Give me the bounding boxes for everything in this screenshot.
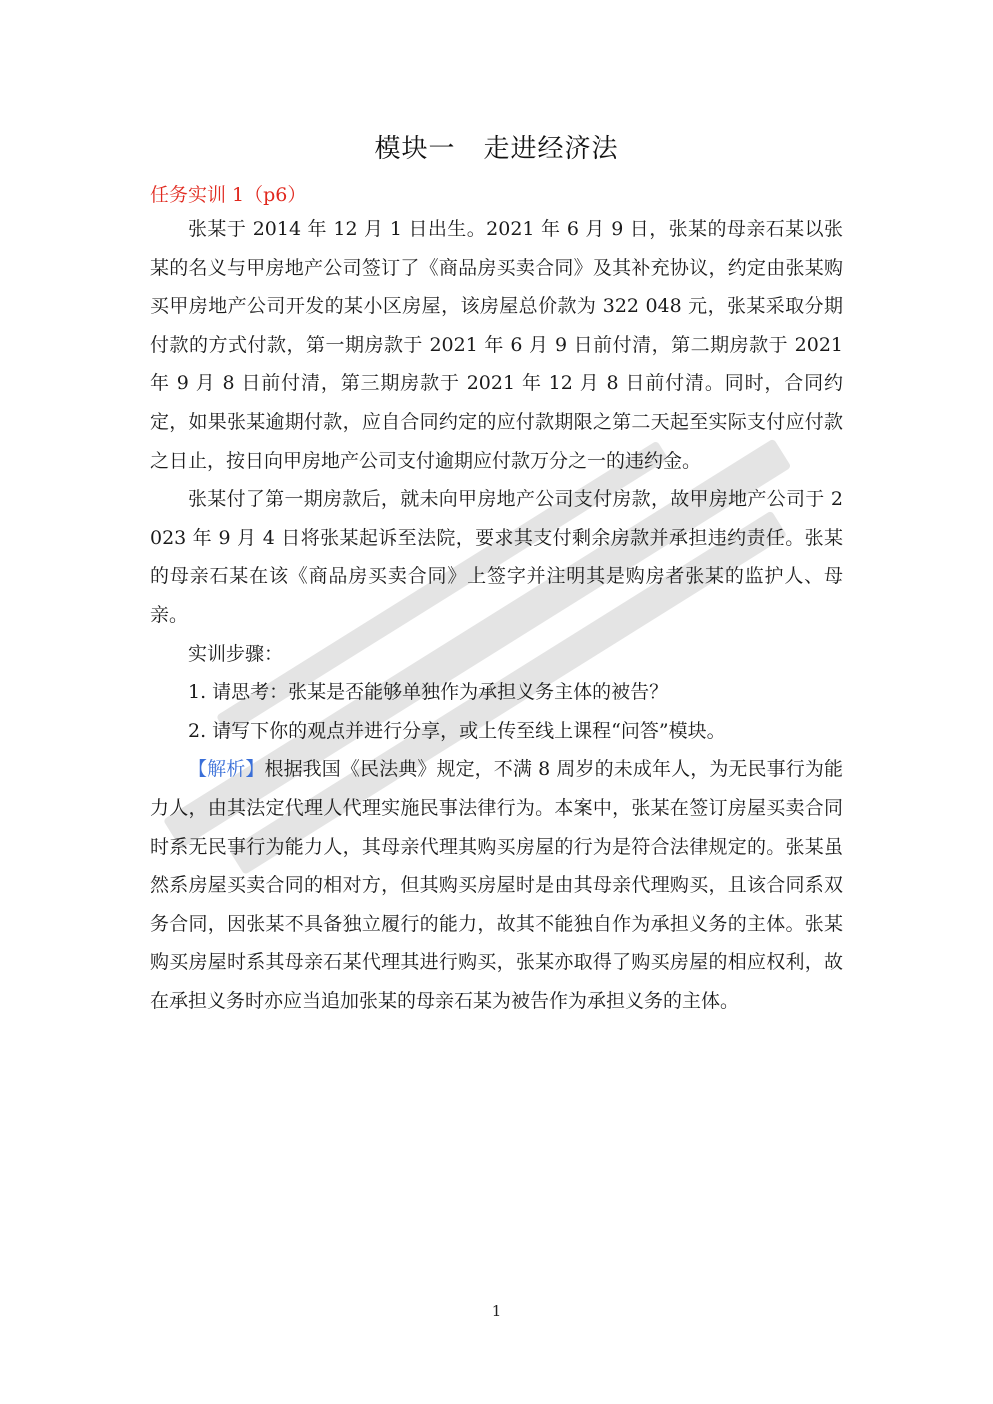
steps-heading: 实训步骤：: [188, 642, 284, 665]
page-title: [150, 128, 843, 165]
analysis-text: 根据我国《民法典》规定，不满 8 周岁的未成年人，为无民事行为能力人，由其法定代理人代理实施民事法律行为。本案中，张某在签订房屋买卖合同时系无民事行为能力人，其母亲代理其购买房屋的行为是符合法律规定的。张某虽然系房屋买卖合同的相对方，但其购买房屋时是由其母亲代理购买，且该合同系双务合同，因张某不具备独立履行的能力，故其不能独自作为承担义务的主体。张某购买房屋时系其母亲石某代理其进行购买，张某亦取得了购买房屋的相应权利，故在承担义务时亦应当追加张某的母亲石某为被告作为承担义务的主体。: [150, 758, 843, 1012]
step-item-1: 1. 请思考：张某是否能够单独作为承担义务主体的被告？: [188, 681, 669, 704]
title-subject: 走进经济法: [483, 134, 619, 164]
analysis-tag: 【解析】: [188, 758, 265, 781]
page-number: 1: [491, 1302, 502, 1320]
step-item-2: 2. 请写下你的观点并进行分享，或上传至线上课程“问答”模块。: [188, 719, 726, 742]
case-paragraph-1: 张某于 2014 年 12 月 1 日出生。2021 年 6 月 9 日，张某的母亲石某以张某的名义与甲房地产公司签订了《商品房买卖合同》及其补充协议，约定由张某购买甲房地产公司开发的某小区房屋，该房屋总价款为 322 048 元，张某采取分期付款的方式付款，第一期房款于 2021 年 6 月 9 日前付清，第二期房款于 2021 年 9 月 8 日前付清，第三期房款于 2021 年 12 月 8 日前付清。同时，合同约定，如果张某逾期付款，应自合同约定的应付款期限之第二天起至实际支付应付款之日止，按日向甲房地产公司支付逾期应付款万分之一的违约金。: [150, 218, 843, 472]
analysis-paragraph: [150, 750, 843, 1020]
case-paragraph-2: 张某付了第一期房款后，就未向甲房地产公司支付房款，故甲房地产公司于 2023 年 9 月 4 日将张某起诉至法院，要求其支付剩余房款并承担违约责任。张某的母亲石某在该《商品房买卖合同》上签字并注明其是购房者张某的监护人、母亲。: [150, 488, 843, 626]
title-module: 模块一: [374, 134, 456, 164]
document-body: [150, 210, 843, 1020]
task-heading: 任务实训 1（p6）: [150, 184, 307, 206]
